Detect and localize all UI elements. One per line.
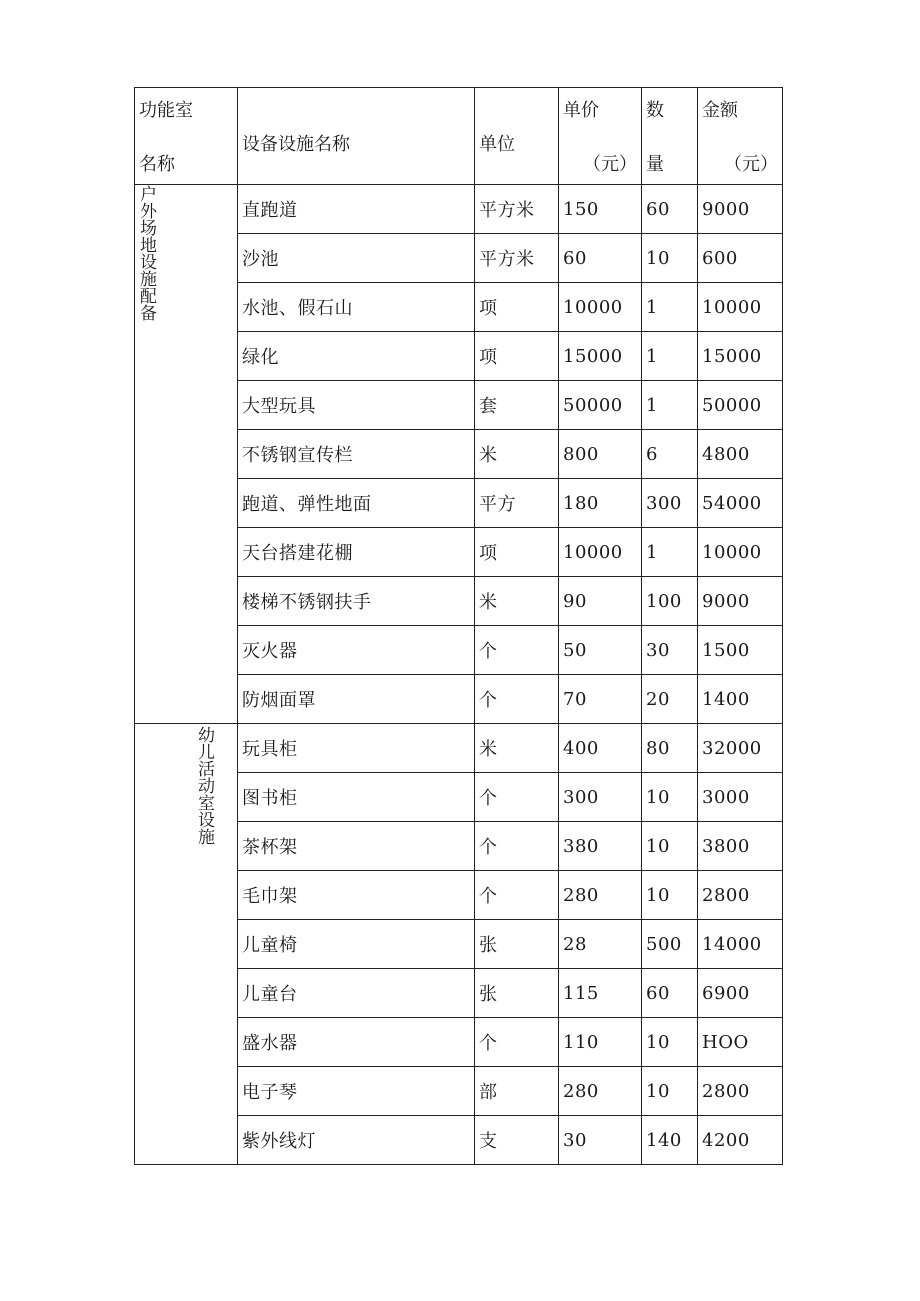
item-name-cell: 跑道、弹性地面 <box>238 479 475 528</box>
unit-price-cell: 10000 <box>559 528 642 577</box>
amount-cell: 9000 <box>698 185 783 234</box>
header-amount <box>698 88 783 185</box>
quantity-cell: 10 <box>642 871 698 920</box>
amount-cell: 600 <box>698 234 783 283</box>
quantity-cell: 60 <box>642 185 698 234</box>
unit-price-cell: 90 <box>559 577 642 626</box>
unit-price-cell: 300 <box>559 773 642 822</box>
header-qty-line1: 数 <box>646 100 664 121</box>
amount-cell: 3000 <box>698 773 783 822</box>
amount-cell: 4800 <box>698 430 783 479</box>
item-name-cell: 毛巾架 <box>238 871 475 920</box>
unit-cell: 个 <box>475 675 559 724</box>
unit-cell: 个 <box>475 822 559 871</box>
quantity-cell: 10 <box>642 822 698 871</box>
table-row <box>135 724 783 773</box>
unit-cell: 项 <box>475 528 559 577</box>
amount-cell: 50000 <box>698 381 783 430</box>
amount-cell: 1500 <box>698 626 783 675</box>
unit-price-cell: 110 <box>559 1018 642 1067</box>
unit-price-cell: 50 <box>559 626 642 675</box>
amount-cell: 4200 <box>698 1116 783 1165</box>
unit-cell: 个 <box>475 626 559 675</box>
quantity-cell: 10 <box>642 1067 698 1116</box>
unit-price-cell: 28 <box>559 920 642 969</box>
header-unit-price <box>559 88 642 185</box>
amount-cell: 10000 <box>698 283 783 332</box>
item-name-cell: 紫外线灯 <box>238 1116 475 1165</box>
header-unit: 单位 <box>475 88 559 185</box>
unit-cell: 张 <box>475 969 559 1018</box>
item-name-cell: 水池、假石山 <box>238 283 475 332</box>
header-amount-line1: 金额 <box>702 100 738 121</box>
header-room-name <box>135 88 238 185</box>
quantity-cell: 1 <box>642 332 698 381</box>
amount-cell: 14000 <box>698 920 783 969</box>
quantity-cell: 140 <box>642 1116 698 1165</box>
unit-price-cell: 180 <box>559 479 642 528</box>
quantity-cell: 10 <box>642 1018 698 1067</box>
header-equipment-name: 设备设施名称 <box>238 88 475 185</box>
item-name-cell: 盛水器 <box>238 1018 475 1067</box>
amount-cell: 3800 <box>698 822 783 871</box>
quantity-cell: 500 <box>642 920 698 969</box>
unit-price-cell: 10000 <box>559 283 642 332</box>
unit-cell: 米 <box>475 577 559 626</box>
unit-cell: 张 <box>475 920 559 969</box>
unit-cell: 支 <box>475 1116 559 1165</box>
item-name-cell: 天台搭建花棚 <box>238 528 475 577</box>
quantity-cell: 1 <box>642 528 698 577</box>
group-label-cell <box>135 185 238 724</box>
amount-cell: 9000 <box>698 577 783 626</box>
unit-cell: 个 <box>475 871 559 920</box>
unit-price-cell: 115 <box>559 969 642 1018</box>
equipment-table <box>134 87 783 1165</box>
quantity-cell: 20 <box>642 675 698 724</box>
group-label: 幼儿活动室设施 <box>194 726 214 845</box>
amount-cell: 15000 <box>698 332 783 381</box>
item-name-cell: 灭火器 <box>238 626 475 675</box>
header-row <box>135 88 783 185</box>
item-name-cell: 玩具柜 <box>238 724 475 773</box>
quantity-cell: 80 <box>642 724 698 773</box>
group-label: 户外场地设施配备 <box>136 185 156 321</box>
item-name-cell: 防烟面罩 <box>238 675 475 724</box>
header-price-line2: （元） <box>583 154 637 175</box>
item-name-cell: 绿化 <box>238 332 475 381</box>
item-name-cell: 大型玩具 <box>238 381 475 430</box>
header-room-line1: 功能室 <box>139 100 193 121</box>
quantity-cell: 60 <box>642 969 698 1018</box>
unit-cell: 平方 <box>475 479 559 528</box>
amount-cell: 1400 <box>698 675 783 724</box>
unit-cell: 平方米 <box>475 234 559 283</box>
header-amount-line2: （元） <box>724 154 778 175</box>
item-name-cell: 不锈钢宣传栏 <box>238 430 475 479</box>
amount-cell: HOO <box>698 1018 783 1067</box>
unit-price-cell: 70 <box>559 675 642 724</box>
unit-price-cell: 400 <box>559 724 642 773</box>
quantity-cell: 100 <box>642 577 698 626</box>
unit-price-cell: 30 <box>559 1116 642 1165</box>
quantity-cell: 1 <box>642 283 698 332</box>
header-room-line2: 名称 <box>139 154 175 175</box>
amount-cell: 2800 <box>698 1067 783 1116</box>
unit-cell: 米 <box>475 430 559 479</box>
unit-cell: 个 <box>475 1018 559 1067</box>
amount-cell: 54000 <box>698 479 783 528</box>
item-name-cell: 图书柜 <box>238 773 475 822</box>
unit-cell: 套 <box>475 381 559 430</box>
unit-cell: 部 <box>475 1067 559 1116</box>
unit-price-cell: 380 <box>559 822 642 871</box>
unit-cell: 米 <box>475 724 559 773</box>
quantity-cell: 10 <box>642 773 698 822</box>
header-quantity <box>642 88 698 185</box>
quantity-cell: 300 <box>642 479 698 528</box>
unit-price-cell: 50000 <box>559 381 642 430</box>
unit-price-cell: 15000 <box>559 332 642 381</box>
unit-price-cell: 280 <box>559 871 642 920</box>
header-qty-line2: 量 <box>646 154 664 175</box>
unit-price-cell: 60 <box>559 234 642 283</box>
item-name-cell: 楼梯不锈钢扶手 <box>238 577 475 626</box>
quantity-cell: 6 <box>642 430 698 479</box>
amount-cell: 10000 <box>698 528 783 577</box>
item-name-cell: 电子琴 <box>238 1067 475 1116</box>
unit-cell: 项 <box>475 332 559 381</box>
table-row <box>135 185 783 234</box>
header-price-line1: 单价 <box>563 100 599 121</box>
item-name-cell: 儿童椅 <box>238 920 475 969</box>
item-name-cell: 茶杯架 <box>238 822 475 871</box>
unit-price-cell: 280 <box>559 1067 642 1116</box>
unit-cell: 平方米 <box>475 185 559 234</box>
amount-cell: 2800 <box>698 871 783 920</box>
group-label-cell <box>135 724 238 1165</box>
quantity-cell: 1 <box>642 381 698 430</box>
item-name-cell: 儿童台 <box>238 969 475 1018</box>
amount-cell: 6900 <box>698 969 783 1018</box>
unit-cell: 个 <box>475 773 559 822</box>
item-name-cell: 直跑道 <box>238 185 475 234</box>
unit-price-cell: 150 <box>559 185 642 234</box>
unit-price-cell: 800 <box>559 430 642 479</box>
unit-cell: 项 <box>475 283 559 332</box>
quantity-cell: 30 <box>642 626 698 675</box>
amount-cell: 32000 <box>698 724 783 773</box>
quantity-cell: 10 <box>642 234 698 283</box>
item-name-cell: 沙池 <box>238 234 475 283</box>
